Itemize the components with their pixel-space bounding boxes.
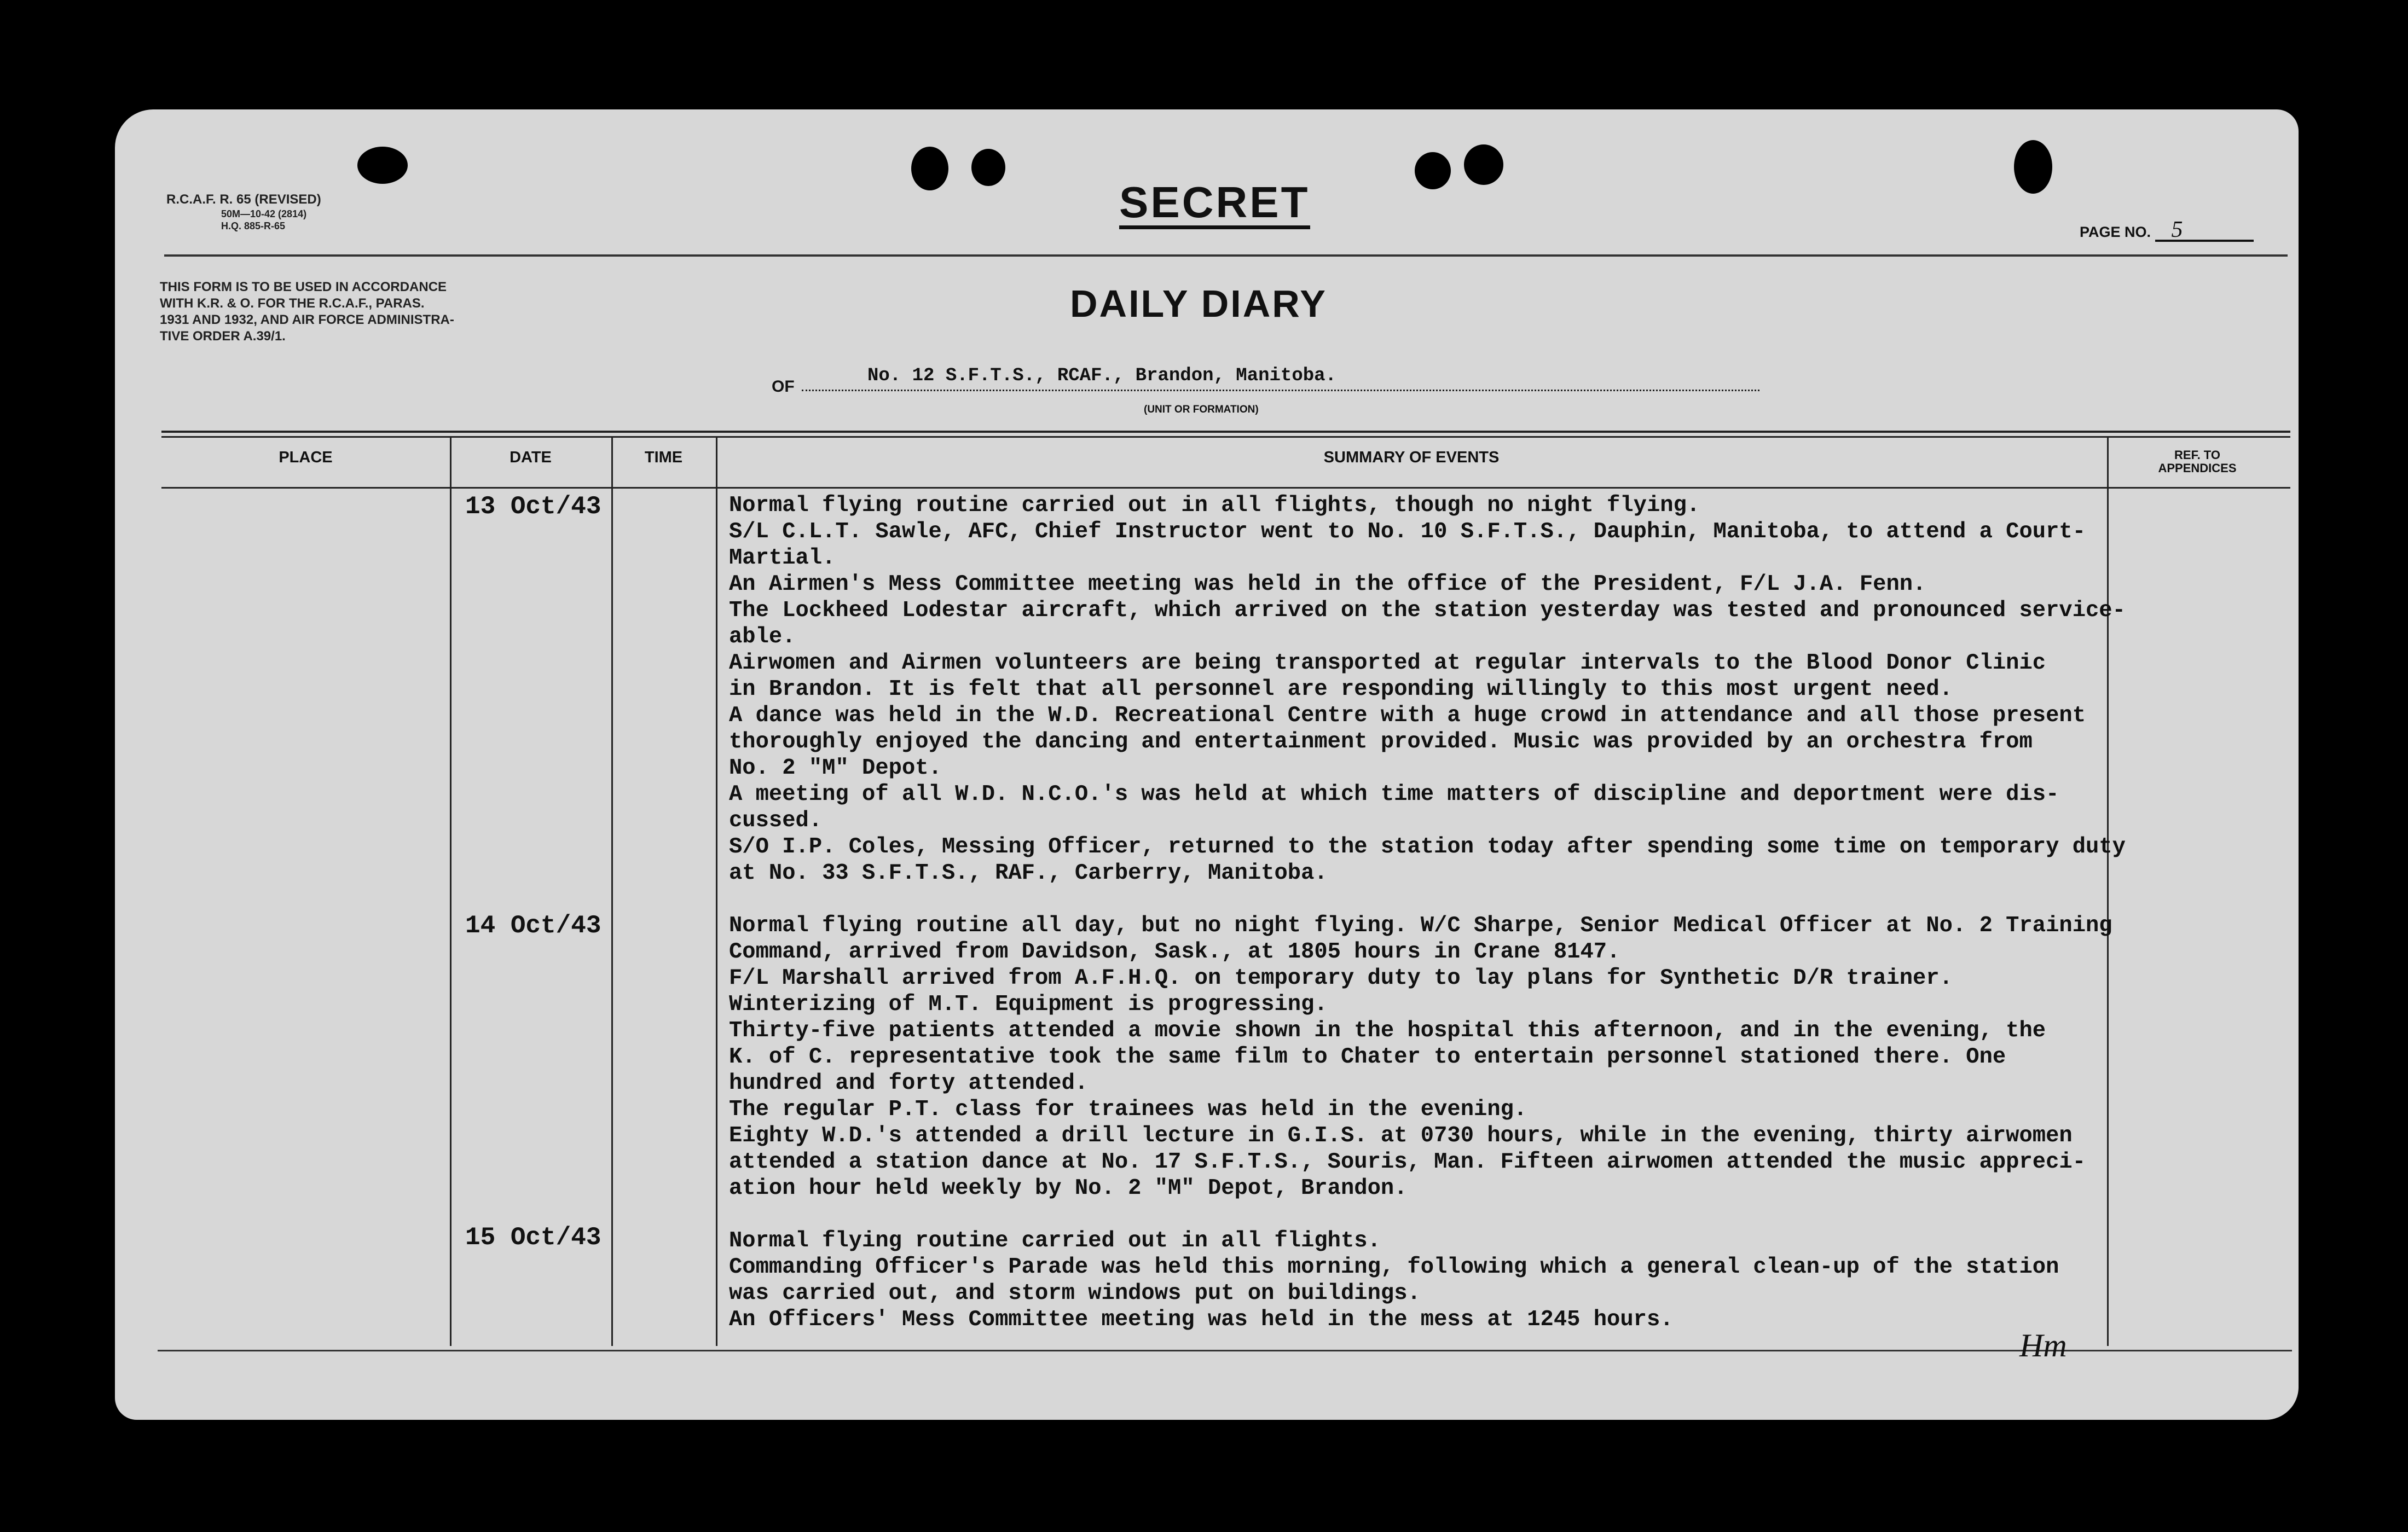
- unit-caption: (UNIT OR FORMATION): [1144, 404, 1259, 415]
- instruction-line: TIVE ORDER A.39/1.: [160, 329, 286, 344]
- binder-hole: [1415, 152, 1451, 189]
- event-line: cussed.: [729, 808, 823, 833]
- header-ref-appendices: [2107, 449, 2288, 475]
- print-code: 50M—10-42 (2814): [221, 208, 307, 219]
- unit-field: No. 12 S.F.T.S., RCAF., Brandon, Manitoba.: [802, 362, 1759, 391]
- classification-heading: SECRET: [1119, 179, 1310, 229]
- entry-date: 13 Oct/43: [465, 492, 601, 521]
- event-line: S/O I.P. Coles, Messing Officer, returned to the station today after spending some time on temporary duty: [729, 834, 2126, 860]
- event-line: Eighty W.D.'s attended a drill lecture in G.I.S. at 0730 hours, while in the evening, thirty airwomen: [729, 1123, 2073, 1148]
- event-line: The Lockheed Lodestar aircraft, which arrived on the station yesterday was tested and pronounced service-: [729, 598, 2126, 623]
- entry-date: 14 Oct/43: [465, 912, 601, 940]
- event-line: Normal flying routine carried out in all flights.: [729, 1228, 1381, 1254]
- entry-events: [729, 913, 2220, 1202]
- page-title: DAILY DIARY: [1070, 282, 1327, 325]
- table-top-rule: [161, 431, 2290, 433]
- event-line: ation hour held weekly by No. 2 "M" Depot, Brandon.: [729, 1176, 1408, 1201]
- event-line: thoroughly enjoyed the dancing and entertainment provided. Music was provided by an orchestra from: [729, 729, 2033, 755]
- header-place: PLACE: [279, 449, 333, 466]
- event-line: A meeting of all W.D. N.C.O.'s was held at which time matters of discipline and deportment were dis-: [729, 782, 2059, 807]
- header-ref-line: REF. TO: [2174, 448, 2220, 462]
- binder-hole: [971, 149, 1005, 186]
- event-line: A dance was held in the W.D. Recreational Centre with a huge crowd in attendance and all those present: [729, 703, 2086, 728]
- event-line: The regular P.T. class for trainees was held in the evening.: [729, 1097, 1527, 1122]
- entry-events: [729, 492, 2220, 886]
- event-line: able.: [729, 624, 796, 649]
- form-identifier: [166, 192, 321, 232]
- table-header-rule: [161, 487, 2290, 489]
- header-time: TIME: [644, 449, 683, 466]
- event-line: hundred and forty attended.: [729, 1071, 1089, 1096]
- header-rule: [164, 254, 2288, 257]
- column-divider: [611, 436, 613, 1346]
- signature-initials: Hm: [2019, 1327, 2067, 1363]
- event-line: Martial.: [729, 546, 836, 571]
- summary-of-events: [729, 492, 2220, 1333]
- table-top-rule: [161, 436, 2290, 438]
- hq-reference: H.Q. 885-R-65: [221, 220, 286, 231]
- event-line: An Officers' Mess Committee meeting was held in the mess at 1245 hours.: [729, 1307, 1674, 1332]
- page-number-label: PAGE NO.: [2080, 224, 2151, 240]
- binder-hole: [2014, 140, 2052, 194]
- column-divider: [716, 436, 717, 1346]
- header-date: DATE: [510, 449, 552, 466]
- event-line: was carried out, and storm windows put on buildings.: [729, 1281, 1421, 1306]
- event-line: F/L Marshall arrived from A.F.H.Q. on temporary duty to lay plans for Synthetic D/R trainer.: [729, 966, 1953, 991]
- event-line: No. 2 "M" Depot.: [729, 756, 942, 781]
- event-line: Airwomen and Airmen volunteers are being transported at regular intervals to the Blood Donor Clinic: [729, 651, 2046, 676]
- event-line: An Airmen's Mess Committee meeting was held in the office of the President, F/L J.A. Fenn.: [729, 572, 1926, 597]
- form-instructions: [160, 279, 454, 345]
- event-line: Thirty-five patients attended a movie shown in the hospital this afternoon, and in the evening, the: [729, 1018, 2046, 1043]
- event-line: Normal flying routine carried out in all flights, though no night flying.: [729, 493, 1700, 518]
- binder-hole: [1464, 144, 1503, 185]
- instruction-line: WITH K.R. & O. FOR THE R.C.A.F., PARAS.: [160, 296, 425, 311]
- column-divider: [450, 436, 452, 1346]
- instruction-line: THIS FORM IS TO BE USED IN ACCORDANCE: [160, 280, 447, 294]
- binder-hole: [911, 147, 948, 190]
- event-line: attended a station dance at No. 17 S.F.T.S., Souris, Man. Fifteen airwomen attended the music appreci-: [729, 1150, 2086, 1175]
- event-line: Command, arrived from Davidson, Sask., at 1805 hours in Crane 8147.: [729, 939, 1620, 965]
- event-line: Winterizing of M.T. Equipment is progressing.: [729, 992, 1328, 1017]
- form-number: R.C.A.F. R. 65 (REVISED): [166, 192, 321, 207]
- header-summary: SUMMARY OF EVENTS: [1323, 449, 1500, 466]
- diary-page: [115, 109, 2299, 1420]
- entry-date: 15 Oct/43: [465, 1223, 601, 1252]
- event-line: at No. 33 S.F.T.S., RAF., Carberry, Manitoba.: [729, 861, 1328, 886]
- of-label: OF: [772, 378, 795, 396]
- event-line: in Brandon. It is felt that all personnel are responding willingly to this most urgent need.: [729, 677, 1953, 702]
- header-ref-line: APPENDICES: [2158, 461, 2237, 475]
- event-line: K. of C. representative took the same film to Chater to entertain personnel stationed there. One: [729, 1044, 2006, 1070]
- page-number: [2080, 217, 2254, 242]
- page-number-value: 5: [2155, 220, 2254, 242]
- instruction-line: 1931 AND 1932, AND AIR FORCE ADMINISTRA-: [160, 312, 454, 327]
- binder-hole: [357, 147, 408, 184]
- entry-events: [729, 1228, 2220, 1333]
- event-line: Commanding Officer's Parade was held this morning, following which a general clean-up of the station: [729, 1255, 2059, 1280]
- event-line: Normal flying routine all day, but no night flying. W/C Sharpe, Senior Medical Officer at No. 2 Training: [729, 913, 2112, 938]
- table-bottom-rule: [158, 1350, 2292, 1351]
- event-line: S/L C.L.T. Sawle, AFC, Chief Instructor went to No. 10 S.F.T.S., Dauphin, Manitoba, to attend a Court-: [729, 519, 2086, 544]
